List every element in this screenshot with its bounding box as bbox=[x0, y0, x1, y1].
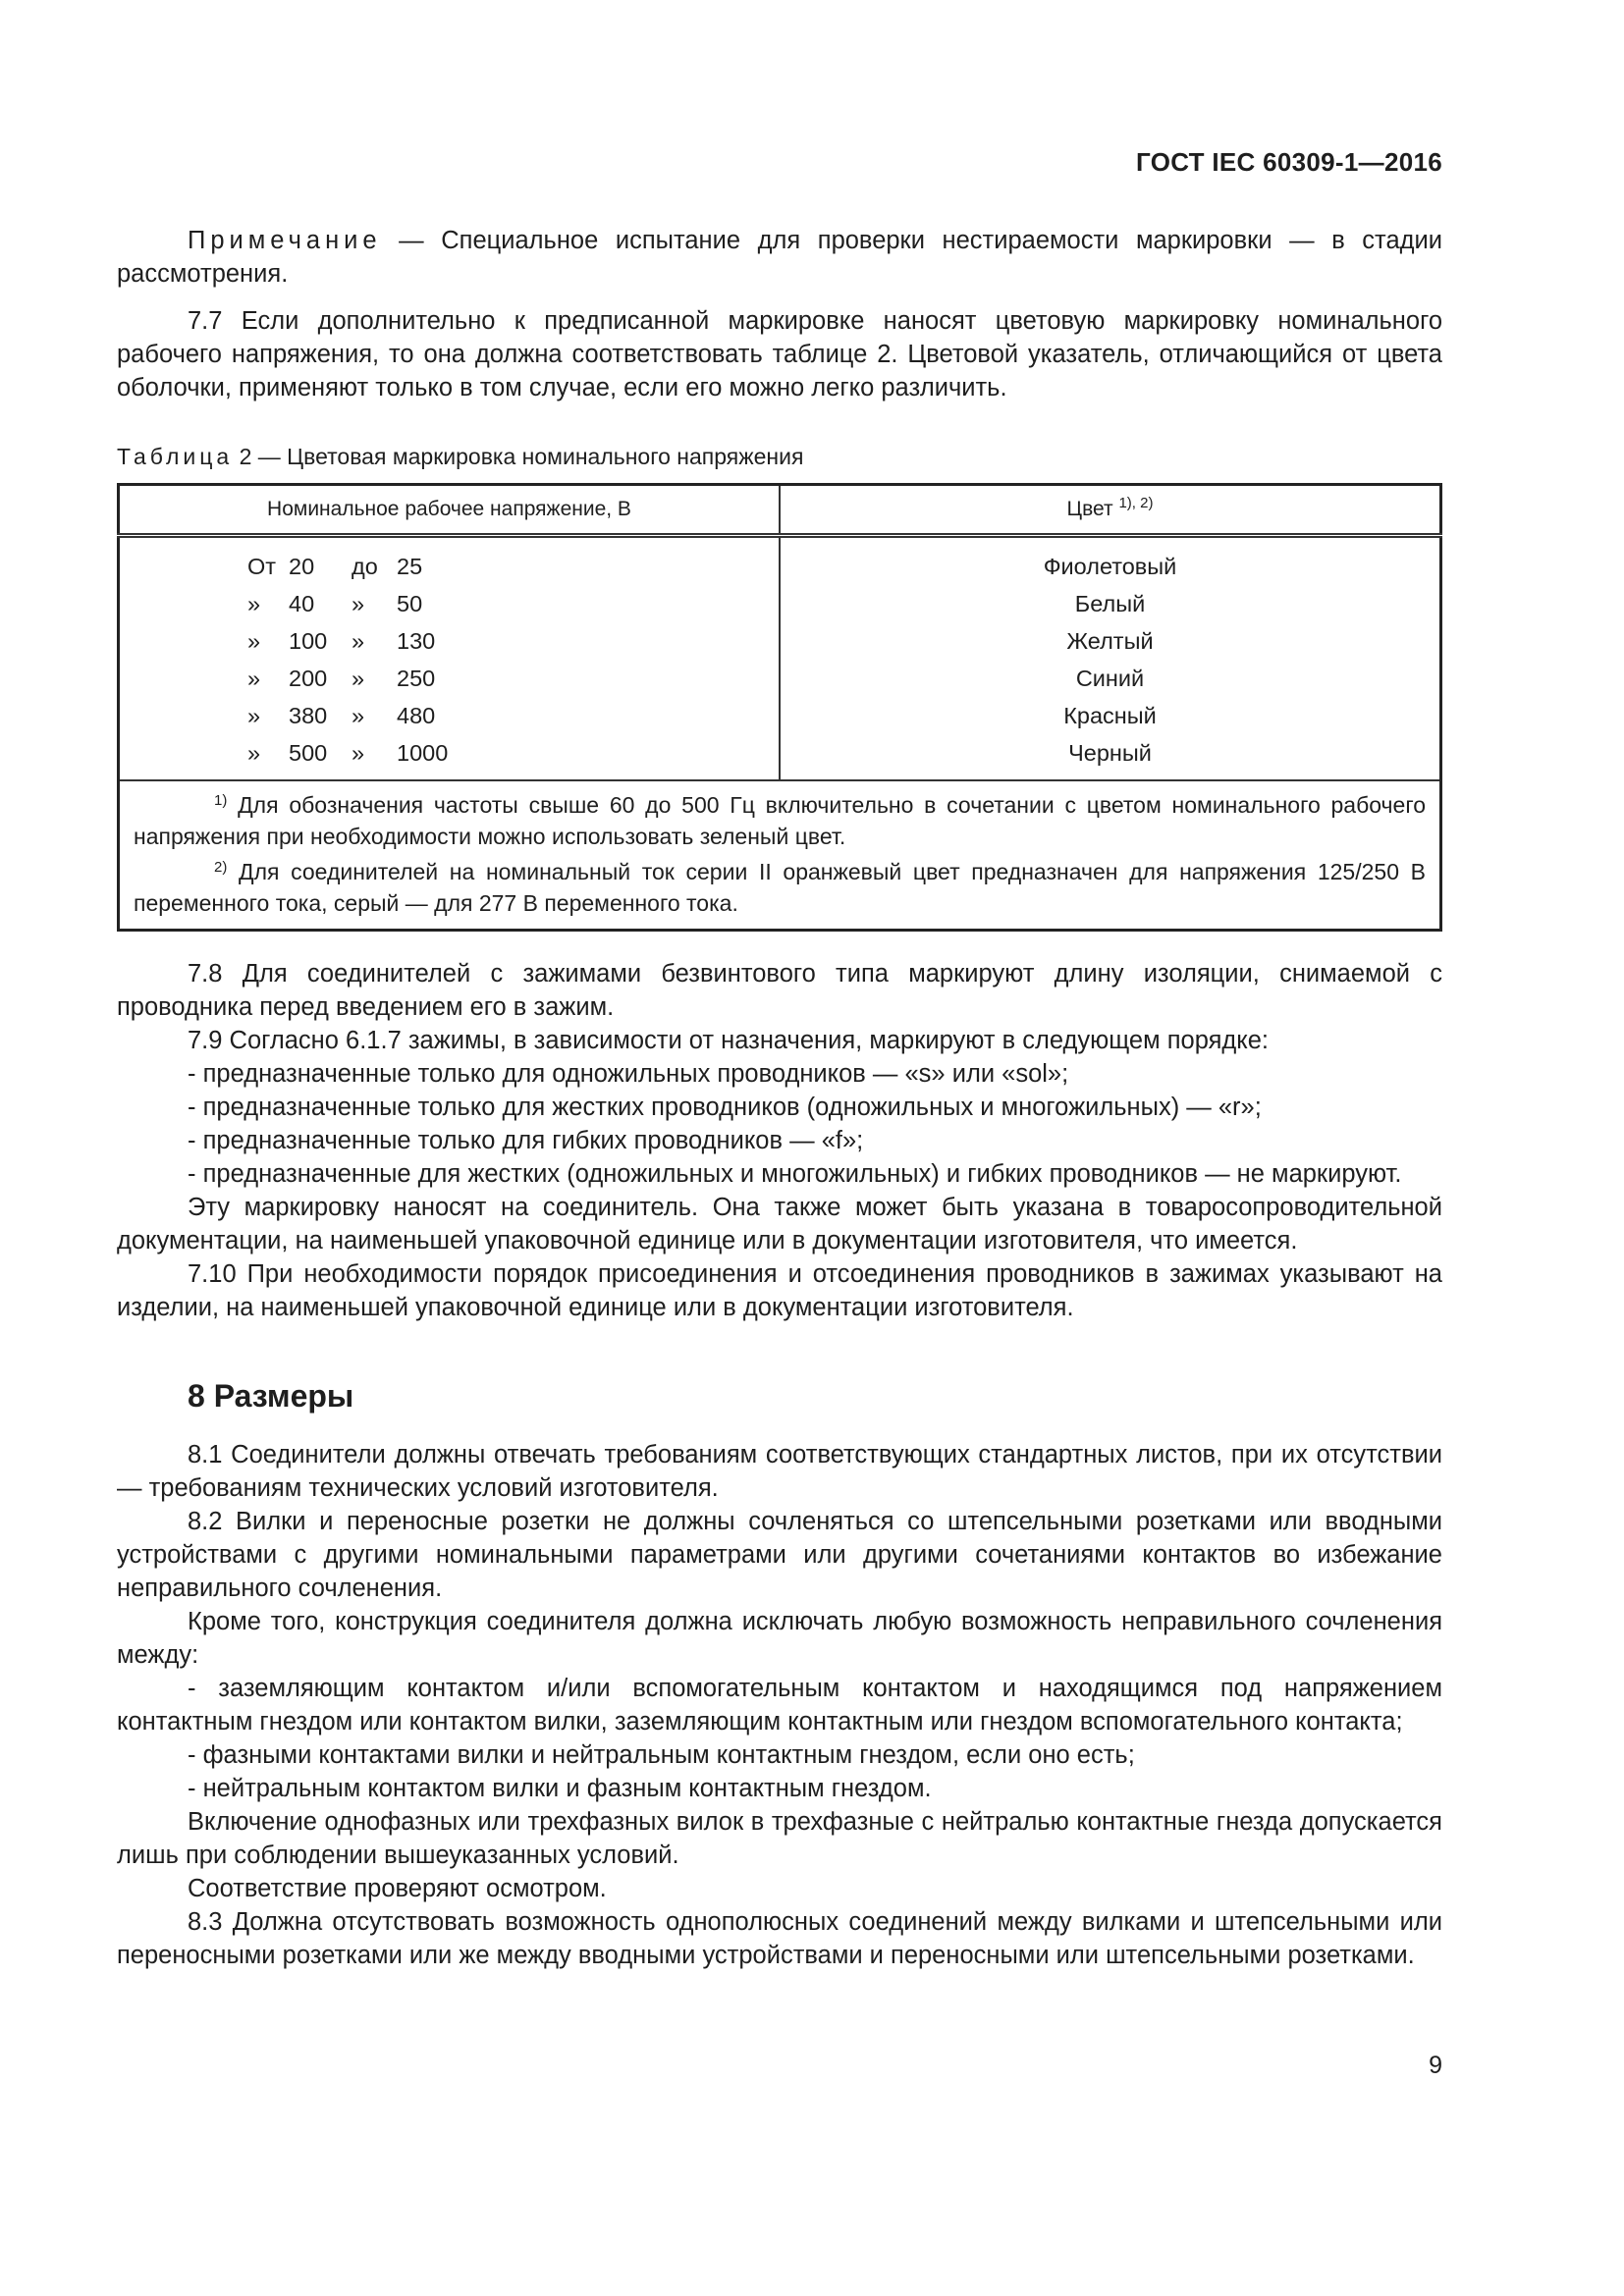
range-to: 25 bbox=[397, 554, 423, 579]
table-footnotes bbox=[119, 780, 1441, 931]
footnote-2-mark: 2) bbox=[214, 859, 228, 876]
paragraph-7-9: 7.9 Согласно 6.1.7 зажимы, в зависимости от назначения, маркируют в следующем порядке: bbox=[188, 1027, 1270, 1054]
color-cell bbox=[780, 660, 1441, 697]
list-item: - заземляющим контактом и/или вспомогательным контактом и находящимся под напряжением контактным гнездом или контактом вилки, заземляющим контактным или гнездом вспомогательного контакта; bbox=[117, 1675, 1442, 1735]
voltage-cell bbox=[119, 734, 781, 780]
header-color bbox=[780, 485, 1441, 536]
list-item: - предназначенные только для гибких проводников — «f»; bbox=[188, 1127, 864, 1154]
paragraph-8-2-d: Соответствие проверяют осмотром. bbox=[188, 1875, 607, 1902]
color-cell bbox=[780, 536, 1441, 586]
table-caption-text: 2 — Цветовая маркировка номинального напряжения bbox=[233, 444, 804, 469]
table-caption-lead: Таблица bbox=[117, 444, 234, 469]
range-mid: до bbox=[352, 554, 378, 579]
range-mid: » bbox=[352, 703, 365, 728]
color-cell bbox=[780, 697, 1441, 734]
range-mid: » bbox=[352, 740, 365, 766]
header-color-footnote-ref: 1), 2) bbox=[1118, 495, 1154, 511]
header-voltage: Номинальное рабочее напряжение, В bbox=[119, 485, 781, 536]
range-to: 1000 bbox=[397, 740, 449, 766]
standard-code-header: ГОСТ IEC 60309-1—2016 bbox=[1136, 147, 1442, 177]
table-header-row bbox=[119, 485, 1441, 536]
voltage-color-table bbox=[117, 483, 1442, 932]
voltage-cell bbox=[119, 660, 781, 697]
voltage-cell bbox=[119, 585, 781, 622]
color-value: Красный bbox=[1063, 703, 1157, 728]
range-to: 130 bbox=[397, 628, 436, 654]
range-prefix: От bbox=[247, 554, 277, 579]
table-caption bbox=[117, 440, 1442, 473]
paragraph-7-8: 7.8 Для соединителей с зажимами безвинтового типа маркируют длину изоляции, снимаемой с проводника перед введением его в зажим. bbox=[117, 960, 1442, 1021]
color-cell bbox=[780, 585, 1441, 622]
paragraph-7-10: 7.10 При необходимости порядок присоединения и отсоединения проводников в зажимах указывают на изделии, на наименьшей упаковочной единице или в документации изготовителя. bbox=[117, 1260, 1442, 1321]
note-lead: Примечание bbox=[188, 227, 382, 254]
note-text: — Специальное испытание для проверки нестираемости маркировки — в стадии рассмотрения. bbox=[117, 227, 1442, 288]
range-prefix: » bbox=[247, 628, 261, 654]
footnote-1 bbox=[134, 789, 1426, 852]
voltage-cell bbox=[119, 622, 781, 660]
range-to: 250 bbox=[397, 666, 436, 691]
footnote-2-text: Для соединителей на номинальный ток серии II оранжевый цвет предназначен для напряжения 125/250 В переменного тока, серый — для 277 В переменного тока. bbox=[134, 859, 1426, 916]
section-8-heading: 8 Размеры bbox=[188, 1378, 354, 1414]
color-value: Синий bbox=[1075, 666, 1145, 691]
footnote-1-text: Для обозначения частоты свыше 60 до 500 Гц включительно в сочетании с цветом номинального рабочего напряжения при необходимости можно использовать зеленый цвет. bbox=[134, 792, 1426, 849]
paragraph-8-2-b: Кроме того, конструкция соединителя должна исключать любую возможность неправильного сочленения между: bbox=[117, 1608, 1442, 1669]
table-row bbox=[119, 734, 1441, 780]
page-content bbox=[117, 224, 1442, 1972]
paragraph-8-1: 8.1 Соединители должны отвечать требованиям соответствующих стандартных листов, при их отсутствии — требованиям технических условий изготовителя. bbox=[117, 1441, 1442, 1502]
paragraph-8-2-c: Включение однофазных или трехфазных вилок в трехфазные с нейтралью контактные гнезда допускается лишь при соблюдении вышеуказанных условий. bbox=[117, 1808, 1442, 1869]
footnote-1-mark: 1) bbox=[214, 792, 228, 809]
paragraph-8-2: 8.2 Вилки и переносные розетки не должны сочленяться со штепсельными розетками или вводными устройствами с другими номинальными параметрами или другими сочетаниями контактов во избежание неправильного сочленения. bbox=[117, 1508, 1442, 1602]
range-from: 20 bbox=[289, 554, 315, 579]
header-color-label: Цвет bbox=[1066, 498, 1113, 520]
list-item: - фазными контактами вилки и нейтральным контактным гнездом, если оно есть; bbox=[188, 1741, 1135, 1769]
color-value: Черный bbox=[1068, 740, 1152, 766]
range-prefix: » bbox=[247, 666, 261, 691]
paragraph-8-3: 8.3 Должна отсутствовать возможность однополюсных соединений между вилками и штепсельными или переносными розетками или же между вводными устройствами и переносными или штепсельными розетками. bbox=[117, 1908, 1442, 1969]
voltage-cell bbox=[119, 536, 781, 586]
voltage-cell bbox=[119, 697, 781, 734]
range-from: 500 bbox=[289, 740, 328, 766]
list-item: - предназначенные только для жестких проводников (одножильных и многожильных) — «r»; bbox=[188, 1094, 1262, 1121]
table-row bbox=[119, 660, 1441, 697]
table-row bbox=[119, 585, 1441, 622]
range-mid: » bbox=[352, 666, 365, 691]
range-from: 380 bbox=[289, 703, 328, 728]
paragraph-7-7: 7.7 Если дополнительно к предписанной маркировке наносят цветовую маркировку номинального рабочего напряжения, то она должна соответствовать таблице 2. Цветовой указатель, отличающийся от цвета оболочки, применяют только в том случае, если его можно легко различить. bbox=[117, 307, 1442, 401]
list-item: - предназначенные только для одножильных проводников — «s» или «sol»; bbox=[188, 1060, 1069, 1088]
page-number: 9 bbox=[1429, 2052, 1442, 2079]
table-row bbox=[119, 697, 1441, 734]
range-prefix: » bbox=[247, 703, 261, 728]
footnote-2 bbox=[134, 856, 1426, 919]
note-paragraph bbox=[117, 224, 1442, 291]
color-value: Белый bbox=[1074, 591, 1146, 616]
color-value: Желтый bbox=[1066, 628, 1154, 654]
range-to: 50 bbox=[397, 591, 423, 616]
range-to: 480 bbox=[397, 703, 436, 728]
color-cell bbox=[780, 734, 1441, 780]
table-row bbox=[119, 536, 1441, 586]
range-prefix: » bbox=[247, 591, 261, 616]
color-cell bbox=[780, 622, 1441, 660]
range-from: 100 bbox=[289, 628, 328, 654]
range-from: 40 bbox=[289, 591, 315, 616]
range-prefix: » bbox=[247, 740, 261, 766]
color-value: Фиолетовый bbox=[1043, 554, 1177, 579]
paragraph-7-9-after: Эту маркировку наносят на соединитель. Она также может быть указана в товаросопроводительной документации, на наименьшей упаковочной единице или в документации изготовителя, что имеется. bbox=[117, 1194, 1442, 1255]
range-from: 200 bbox=[289, 666, 328, 691]
list-item: - предназначенные для жестких (одножильных и многожильных) и гибких проводников — не маркируют. bbox=[188, 1160, 1402, 1188]
table-footnotes-row bbox=[119, 780, 1441, 931]
table-row bbox=[119, 622, 1441, 660]
range-mid: » bbox=[352, 591, 365, 616]
list-item: - нейтральным контактом вилки и фазным контактным гнездом. bbox=[188, 1775, 932, 1802]
section-8-body bbox=[117, 1438, 1442, 1972]
section-7-continued bbox=[117, 957, 1442, 1324]
range-mid: » bbox=[352, 628, 365, 654]
